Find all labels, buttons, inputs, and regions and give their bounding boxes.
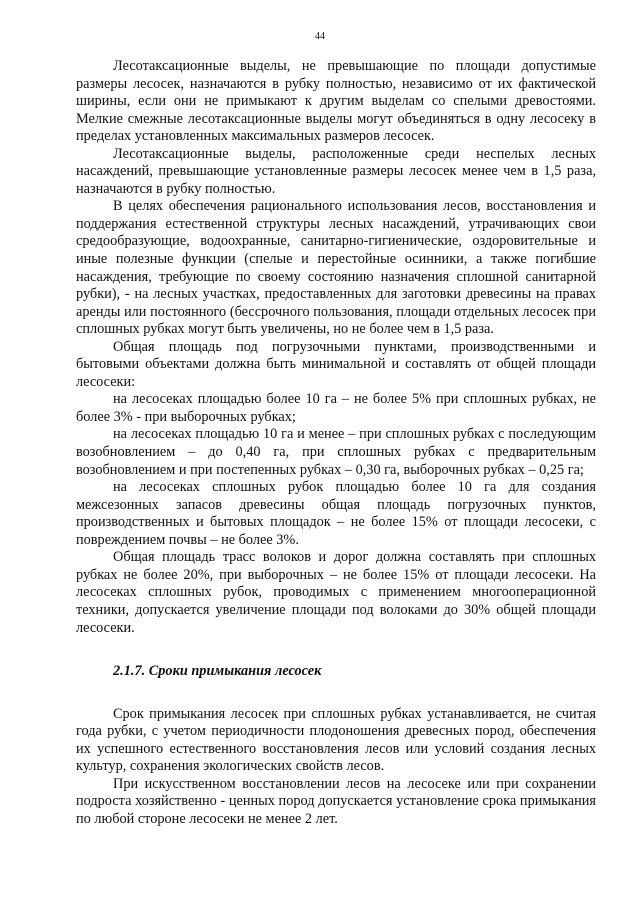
paragraph: При искусственном восстановлении лесов на лесосеке или при сохранении подроста хозяйственно - ценных пород допускается установление срока примыкания по любой стороне лесосеки не менее 2 лет. <box>76 775 596 827</box>
section-heading: 2.1.7. Сроки примыкания лесосек <box>113 663 322 680</box>
paragraph: Лесотаксационные выделы, расположенные среди неспелых лесных насаждений, превышающие установленные размеры лесосек менее чем в 1,5 раза, назначаются в рубку полностью. <box>76 145 596 197</box>
list-item-paragraph: на лесосеках сплошных рубок площадью более 10 га для создания межсезонных запасов древесины общая площадь погрузочных пунктов, производственных и бытовых площадок – не более 15% от площади лесосеки, с повреждением почвы – не более 3%. <box>76 479 596 548</box>
document-body <box>76 58 596 828</box>
paragraph: Срок примыкания лесосек при сплошных рубках устанавливается, не считая года рубки, с учетом периодичности плодоношения древесных пород, обеспечения их успешного естественного восстановления лесов или условий создания лесных культур, сохранения экологических свойств лесов. <box>76 705 596 775</box>
paragraph: Общая площадь под погрузочными пунктами, производственными и бытовыми объектами должна быть минимальной и составлять от общей площади лесосеки: <box>76 338 596 390</box>
paragraph: Лесотаксационные выделы, не превышающие по площади допустимые размеры лесосек, назначаются в рубку полностью, независимо от их фактической ширины, если они не примыкают к другим выделам со спелыми древостоями. Мелкие смежные лесотаксационные выделы могут объединяться в одну лесосеку в пределах установленных максимальных размеров лесосек. <box>76 58 596 145</box>
paragraph: В целях обеспечения рационального использования лесов, восстановления и поддержания естественной структуры лесных насаждений, утрачивающих свои средообразующие, водоохранные, санитарно-гигиенические, оздоровительные и иные полезные функции (спелые и перестойные осинники, а также погибшие насаждения, требующие по своему состоянию назначения сплошной санитарной рубки), - на лесных участках, предоставленных для заготовки древесины на правах аренды или постоянного (бессрочного пользования, площади отдельных лесосек при сплошных рубках могут быть увеличены, но не более чем в 1,5 раза. <box>76 198 596 338</box>
list-item-paragraph: на лесосеках площадью 10 га и менее – при сплошных рубках с последующим возобновлением – до 0,40 га, при сплошных рубках с предварительным возобновлением и при постепенных рубках – 0,30 га, выборочных рубках – 0,25 га; <box>76 426 596 478</box>
page-number: 44 <box>315 31 325 42</box>
paragraph: Общая площадь трасс волоков и дорог должна составлять при сплошных рубках не более 20%, при выборочных – не более 15% от площади лесосеки. На лесосеках сплошных рубок, проводимых с применением многооперационной техники, допускается увеличение площади под волоками до 30% общей площади лесосеки. <box>76 549 596 636</box>
list-item-paragraph: на лесосеках площадью более 10 га – не более 5% при сплошных рубках, не более 3% - при выборочных рубках; <box>76 391 596 425</box>
